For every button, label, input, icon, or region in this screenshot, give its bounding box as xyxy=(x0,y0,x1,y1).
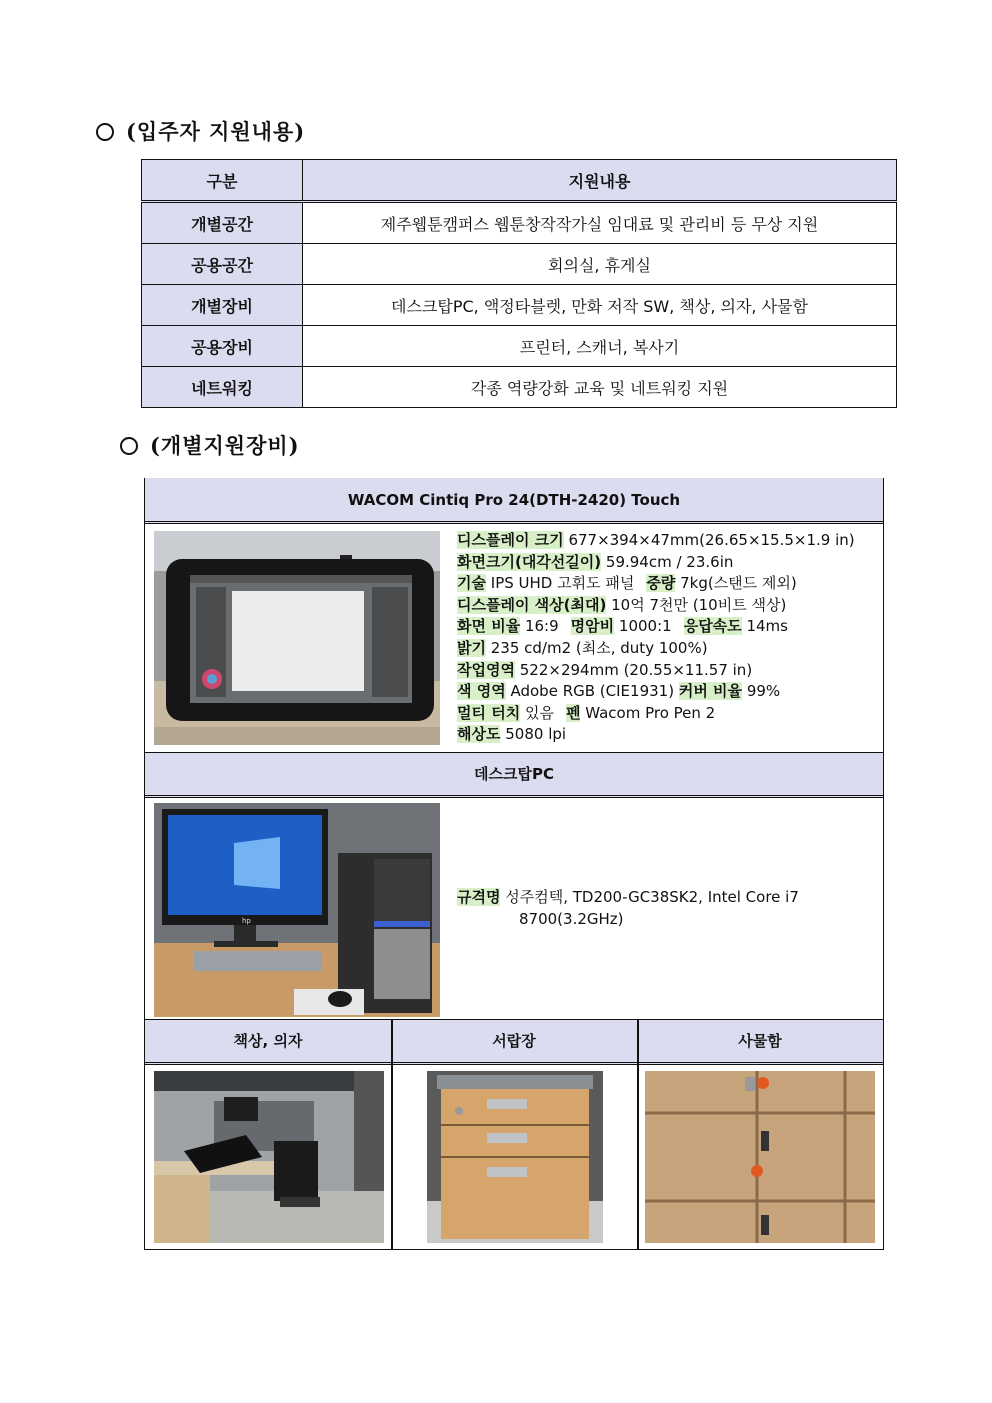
desktop-photo xyxy=(154,803,440,1017)
spec-value: 522×294mm (20.55×11.57 in) xyxy=(519,660,753,679)
row-value: 제주웹툰캠퍼스 웹툰창작작가실 임대료 및 관리비 등 무상 지원 xyxy=(303,202,897,244)
table-header-row xyxy=(142,160,897,202)
spec-value: 7kg(스탠드 제외) xyxy=(680,574,797,593)
spec-value: 5080 lpi xyxy=(505,725,567,744)
spec-value: 235 cd/m2 (최소, duty 100%) xyxy=(490,638,708,657)
spec-label: 작업영역 xyxy=(457,660,515,679)
spec-label: 멀티 터치 xyxy=(457,703,521,722)
spec-line xyxy=(457,573,855,595)
spec-label: 화면 비율 xyxy=(457,617,521,636)
circle-bullet-icon xyxy=(120,437,138,455)
spec-line xyxy=(457,681,855,703)
spec-label: 화면크기(대각선길이) xyxy=(457,552,602,571)
column-divider xyxy=(637,1020,639,1250)
spec-line xyxy=(457,887,799,909)
spec-label: 중량 xyxy=(646,574,676,593)
spec-line xyxy=(457,638,855,660)
drawer-photo xyxy=(427,1071,603,1243)
row-key: 개별공간 xyxy=(142,202,303,244)
spec-label: 해상도 xyxy=(457,725,501,744)
spec-value: Adobe RGB (CIE1931) xyxy=(510,682,675,701)
row-key: 개별장비 xyxy=(142,285,303,326)
table-row xyxy=(142,285,897,326)
spec-value: 59.94cm / 23.6in xyxy=(605,552,734,571)
spec-label: 기술 xyxy=(457,574,486,593)
tablet-specs xyxy=(457,530,855,746)
spec-value: 16:9 xyxy=(524,617,559,636)
section1-heading xyxy=(96,116,305,146)
spec-value: Wacom Pro Pen 2 xyxy=(585,703,716,722)
row-value: 각종 역량강화 교육 및 네트워킹 지원 xyxy=(303,367,897,408)
desktop-title-bar xyxy=(145,752,883,798)
table-row xyxy=(142,202,897,244)
locker-label: 사물함 xyxy=(738,1032,782,1050)
spec-label: 명암비 xyxy=(570,617,615,636)
locker-header xyxy=(637,1020,883,1065)
monitor-brand: hp xyxy=(242,917,251,925)
row-key: 공용공간 xyxy=(142,244,303,285)
support-table xyxy=(141,159,897,408)
table-row xyxy=(142,367,897,408)
spec-value: 677×394×47mm(26.65×15.5×1.9 in) xyxy=(568,531,855,549)
spec-value: 1000:1 xyxy=(618,617,672,636)
tablet-title-bar xyxy=(145,478,883,524)
spec-value: 14ms xyxy=(746,617,788,636)
spec-label: 펜 xyxy=(565,703,581,722)
desk-chair-label: 책상, 의자 xyxy=(233,1032,303,1050)
spec-label: 디스플레이 크기 xyxy=(457,531,564,549)
drawer-header xyxy=(391,1020,637,1065)
table-row xyxy=(142,326,897,367)
spec-line xyxy=(457,660,855,682)
drawer-label: 서랍장 xyxy=(492,1032,536,1050)
desktop-title: 데스크탑PC xyxy=(474,765,554,783)
header-content: 지원내용 xyxy=(303,160,897,202)
section2-heading xyxy=(120,430,300,460)
spec-value: IPS UHD 고휘도 패널 xyxy=(490,574,635,593)
spec-line xyxy=(457,595,855,617)
equipment-table xyxy=(144,478,884,1250)
spec-value: 성주컴텍, TD200-GC38SK2, Intel Core i7 xyxy=(505,888,799,906)
table-row xyxy=(142,244,897,285)
spec-label: 밝기 xyxy=(457,638,486,657)
spec-value: 8700(3.2GHz) xyxy=(519,909,624,928)
header-category: 구분 xyxy=(142,160,303,202)
row-value: 프린터, 스캐너, 복사기 xyxy=(303,326,897,367)
row-value: 데스크탑PC, 액정타블렛, 만화 저작 SW, 책상, 의자, 사물함 xyxy=(303,285,897,326)
circle-bullet-icon xyxy=(96,123,114,141)
row-key: 네트워킹 xyxy=(142,367,303,408)
spec-line xyxy=(457,530,855,552)
desk-chair-photo xyxy=(154,1071,384,1243)
section2-title: (개별지원장비) xyxy=(150,433,300,458)
spec-label: 커버 비율 xyxy=(678,682,743,701)
spec-label: 디스플레이 색상(최대) xyxy=(457,595,607,614)
desk-chair-header xyxy=(145,1020,391,1065)
spec-label: 규격명 xyxy=(457,888,501,906)
column-divider xyxy=(391,1020,393,1250)
spec-value: 있음 xyxy=(524,703,554,722)
spec-line xyxy=(457,703,855,725)
spec-label: 응답속도 xyxy=(683,617,742,636)
spec-line xyxy=(457,552,855,574)
spec-value: 10억 7천만 (10비트 색상) xyxy=(611,595,787,614)
tablet-photo xyxy=(154,531,440,745)
desktop-specs xyxy=(457,887,799,930)
row-key: 공용장비 xyxy=(142,326,303,367)
spec-line xyxy=(457,724,855,746)
row-value: 회의실, 휴게실 xyxy=(303,244,897,285)
tablet-title: WACOM Cintiq Pro 24(DTH-2420) Touch xyxy=(347,491,681,509)
section1-title: (입주자 지원내용) xyxy=(126,119,306,144)
spec-value: 99% xyxy=(746,682,781,701)
locker-photo xyxy=(645,1071,875,1243)
spec-label: 색 영역 xyxy=(457,682,506,701)
spec-line xyxy=(457,616,855,638)
spec-line xyxy=(457,909,799,931)
